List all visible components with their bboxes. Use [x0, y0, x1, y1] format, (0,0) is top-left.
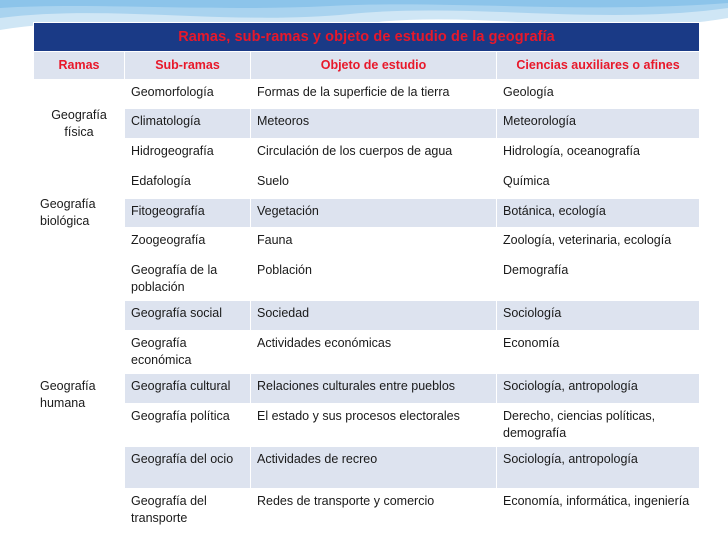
object-cell: Formas de la superficie de la tierra: [251, 80, 497, 109]
object-cell: Actividades de recreo: [251, 447, 497, 489]
science-cell: Sociología: [497, 301, 700, 331]
header-objeto: Objeto de estudio: [251, 52, 497, 80]
branch-cell: Geografía humana: [34, 258, 125, 532]
subbranch-cell: Geografía del transporte: [125, 489, 251, 532]
science-cell: Sociología, antropología: [497, 447, 700, 489]
table-container: [33, 22, 699, 532]
table-row: [34, 80, 700, 109]
object-cell: Meteoros: [251, 109, 497, 139]
table-row: [34, 199, 700, 228]
table-row: [34, 404, 700, 447]
science-cell: Derecho, ciencias políticas, demografía: [497, 404, 700, 447]
table-row: [34, 228, 700, 258]
subbranch-cell: Hidrogeografía: [125, 139, 251, 169]
object-cell: Redes de transporte y comercio: [251, 489, 497, 532]
geography-table: [33, 22, 700, 532]
science-cell: Hidrología, oceanografía: [497, 139, 700, 169]
science-cell: Meteorología: [497, 109, 700, 139]
table-row: [34, 109, 700, 139]
science-cell: Química: [497, 169, 700, 199]
science-cell: Sociología, antropología: [497, 374, 700, 404]
table-row: [34, 169, 700, 199]
header-ciencias: Ciencias auxiliares o afines: [497, 52, 700, 80]
object-cell: Fauna: [251, 228, 497, 258]
subbranch-cell: Geografía social: [125, 301, 251, 331]
object-cell: Población: [251, 258, 497, 301]
object-cell: Sociedad: [251, 301, 497, 331]
branch-cell: Geografía física: [34, 80, 125, 169]
object-cell: Suelo: [251, 169, 497, 199]
science-cell: Economía, informática, ingeniería: [497, 489, 700, 532]
table-row: [34, 301, 700, 331]
subbranch-cell: Geomorfología: [125, 80, 251, 109]
subbranch-cell: Geografía política: [125, 404, 251, 447]
subbranch-cell: Edafología: [125, 169, 251, 199]
science-cell: Demografía: [497, 258, 700, 301]
branch-cell: Geografía biológica: [34, 169, 125, 258]
table-row: [34, 331, 700, 374]
science-cell: Economía: [497, 331, 700, 374]
science-cell: Zoología, veterinaria, ecología: [497, 228, 700, 258]
header-ramas: Ramas: [34, 52, 125, 80]
table-row: [34, 447, 700, 489]
science-cell: Geología: [497, 80, 700, 109]
object-cell: El estado y sus procesos electorales: [251, 404, 497, 447]
table-row: [34, 489, 700, 532]
title-row: [34, 23, 700, 52]
subbranch-cell: Climatología: [125, 109, 251, 139]
subbranch-cell: Geografía cultural: [125, 374, 251, 404]
subbranch-cell: Geografía de la población: [125, 258, 251, 301]
table-row: [34, 258, 700, 301]
object-cell: Circulación de los cuerpos de agua: [251, 139, 497, 169]
table-row: [34, 139, 700, 169]
object-cell: Actividades económicas: [251, 331, 497, 374]
header-sub-ramas: Sub-ramas: [125, 52, 251, 80]
subbranch-cell: Geografía del ocio: [125, 447, 251, 489]
object-cell: Relaciones culturales entre pueblos: [251, 374, 497, 404]
subbranch-cell: Zoogeografía: [125, 228, 251, 258]
subbranch-cell: Fitogeografía: [125, 199, 251, 228]
table-title: Ramas, sub-ramas y objeto de estudio de la geografía: [34, 23, 700, 52]
object-cell: Vegetación: [251, 199, 497, 228]
science-cell: Botánica, ecología: [497, 199, 700, 228]
table-row: [34, 374, 700, 404]
header-row: [34, 52, 700, 80]
subbranch-cell: Geografía económica: [125, 331, 251, 374]
